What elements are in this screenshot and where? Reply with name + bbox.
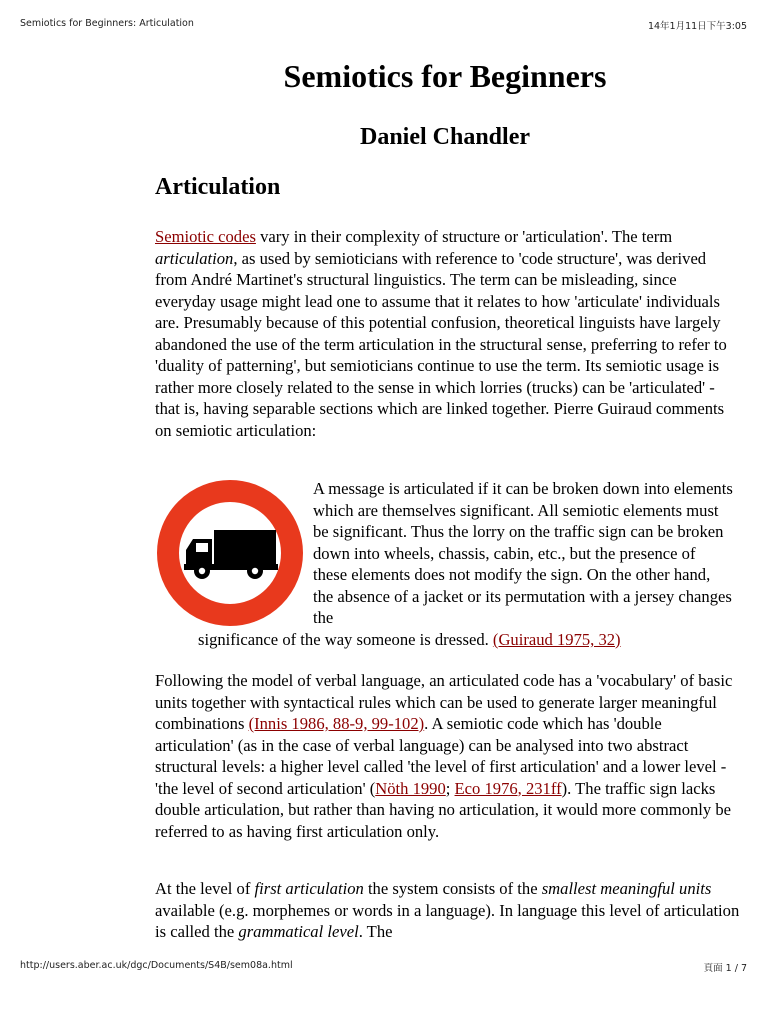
text-span: available (e.g. morphemes or words in a language). In language this level of articulation is called the bbox=[155, 900, 740, 941]
noth-citation-link[interactable]: Nöth 1990 bbox=[375, 778, 446, 798]
text-span: . The bbox=[358, 922, 393, 941]
text-span: ). The traffic sign lacks double articulation, but rather than having no articulation, it would more commonly be referred to as having first articulation only. bbox=[155, 778, 732, 841]
quote-last-line bbox=[198, 629, 738, 651]
print-header-datetime: 14年1月11日下午3:05 bbox=[647, 21, 747, 32]
text-span: the system consists of the bbox=[363, 879, 542, 898]
guiraud-quote-block bbox=[155, 478, 740, 654]
innis-citation-link[interactable]: (Innis 1986, 88-9, 99-102) bbox=[248, 714, 425, 733]
first-articulation-paragraph bbox=[155, 878, 740, 943]
page-title: Semiotics for Beginners bbox=[283, 58, 607, 94]
text-span: , as used by semioticians with reference to 'code structure', was derived from André Martinet's structural linguistics. The term can be misleading, since everyday usage might lead one to assume that it relates to how 'articulate' individuals are. Presumably because of this potential confusion, theoretical linguists have largely abandoned the use of the term articulation in the structural sense, preferring to refer to 'duality of patterning', but semioticians continue to use the term. Its semiotic usage is rather more closely related to the sense in which lorries (trucks) can be 'articulated' - that is, having separable sections which are linked together. Pierre Guiraud comments on semiotic articulation: bbox=[155, 248, 727, 440]
no-lorries-traffic-sign-icon bbox=[157, 480, 303, 626]
author-name: Daniel Chandler bbox=[359, 124, 530, 150]
emphasis-grammatical-level: grammatical level bbox=[238, 922, 359, 941]
verbal-language-paragraph bbox=[155, 670, 740, 842]
quote-text: A message is articulated if it can be broken down into elements which are themselves significant. All semiotic elements must be significant. Thus the lorry on the traffic sign can be broken down into wheels, chassis, cabin, etc., but the presence of these elements does not modify the sign. On the other hand, the absence of a jacket or its permutation with a jersey changes the bbox=[313, 479, 733, 627]
guiraud-citation-link[interactable]: (Guiraud 1975, 32) bbox=[492, 630, 621, 649]
emphasis-first-articulation: first articulation bbox=[254, 879, 364, 898]
print-header-title: Semiotics for Beginners: Articulation bbox=[20, 18, 194, 29]
text-span: vary in their complexity of structure or 'articulation'. The term bbox=[255, 227, 673, 246]
semiotic-codes-link[interactable]: Semiotic codes bbox=[155, 227, 256, 246]
section-heading: Articulation bbox=[155, 174, 281, 200]
print-footer-url: http://users.aber.ac.uk/dgc/Documents/S4B/sem08a.html bbox=[20, 960, 293, 971]
print-footer-page-number: 頁面 1 / 7 bbox=[703, 963, 747, 974]
text-span: Following the model of verbal language, an articulated code has a 'vocabulary' of basic units together with syntactical rules which can be used to generate larger meaningful combinations bbox=[155, 671, 733, 733]
text-span: At the level of bbox=[155, 879, 255, 898]
text-span: . A semiotic code which has 'double articulation' (as in the case of verbal language) can be analysed into two abstract structural levels: a higher level called 'the level of first articulation' and a lower level - 'the level of second articulation' ( bbox=[155, 714, 727, 798]
intro-paragraph bbox=[155, 226, 740, 441]
text-span: significance of the way someone is dressed. bbox=[198, 630, 493, 649]
eco-citation-link[interactable]: Eco 1976, 231ff bbox=[454, 778, 562, 798]
emphasis-articulation: articulation bbox=[155, 248, 234, 268]
emphasis-smallest-units: smallest meaningful units bbox=[541, 879, 712, 898]
text-span: ; bbox=[445, 778, 455, 798]
